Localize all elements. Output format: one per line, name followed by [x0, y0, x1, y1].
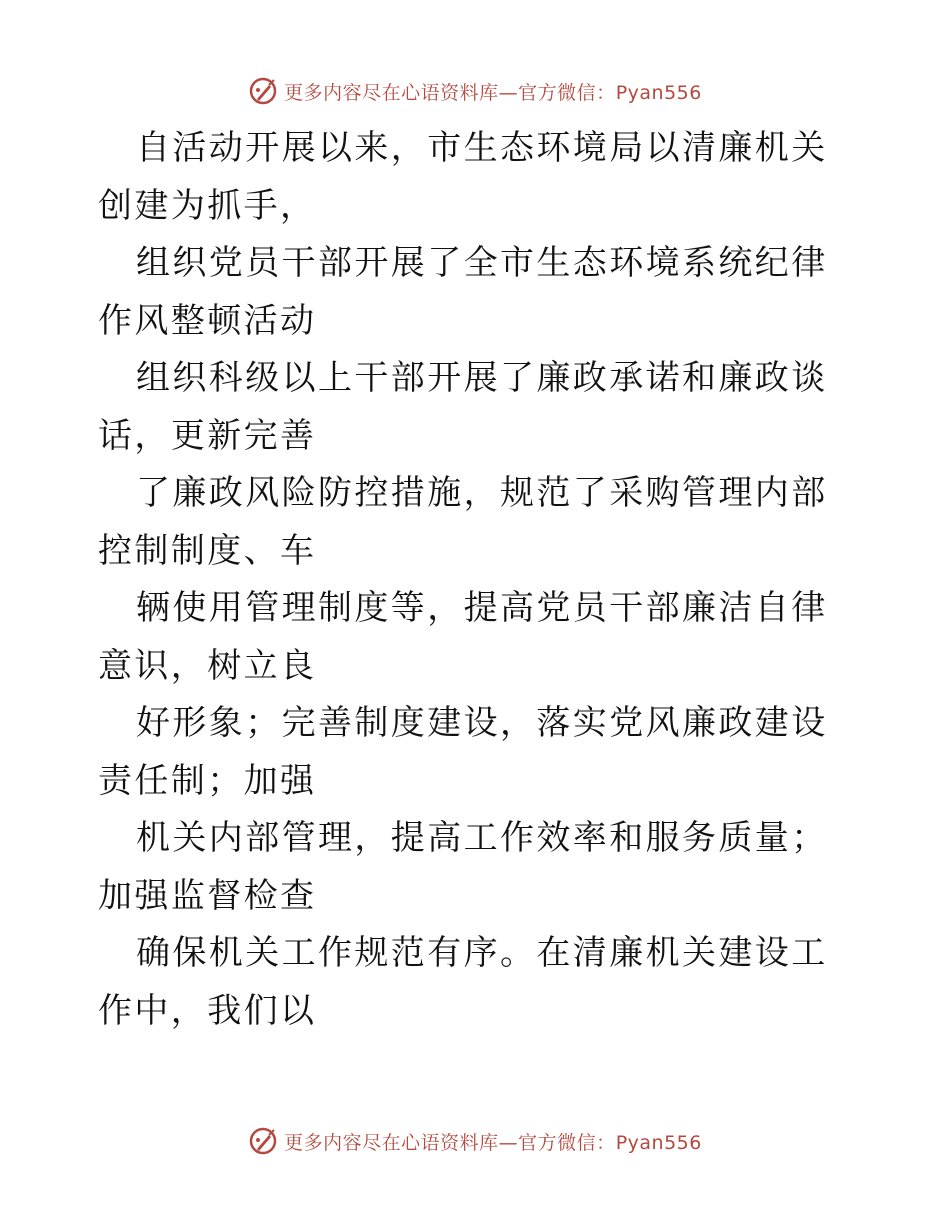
footer-watermark: [0, 1121, 950, 1161]
watermark-text: 更多内容尽在心语资料库—官方微信：Pyan556: [284, 81, 702, 104]
paragraph: 辆使用管理制度等，提高党员干部廉洁自律意识，树立良: [98, 588, 828, 686]
paragraph: 了廉政风险防控措施，规范了采购管理内部控制制度、车: [98, 473, 828, 571]
document-body: [98, 120, 858, 1040]
paragraph: 组织科级以上干部开展了廉政承诺和廉政谈话，更新完善: [98, 358, 828, 456]
paragraph: 组织党员干部开展了全市生态环境系统纪律作风整顿活动: [98, 243, 828, 341]
paragraph: 机关内部管理，提高工作效率和服务质量；加强监督检查: [98, 818, 828, 916]
paragraph: 自活动开展以来，市生态环境局以清廉机关创建为抓手，: [98, 128, 828, 226]
paragraph: 确保机关工作规范有序。在清廉机关建设工作中，我们以: [98, 933, 828, 1031]
watermark-text: 更多内容尽在心语资料库—官方微信：Pyan556: [284, 1131, 702, 1154]
quill-pen-logo-icon: [248, 1126, 278, 1156]
header-watermark: [0, 71, 950, 111]
quill-pen-logo-icon: [248, 76, 278, 106]
paragraph: 好形象；完善制度建设，落实党风廉政建设责任制；加强: [98, 703, 828, 801]
